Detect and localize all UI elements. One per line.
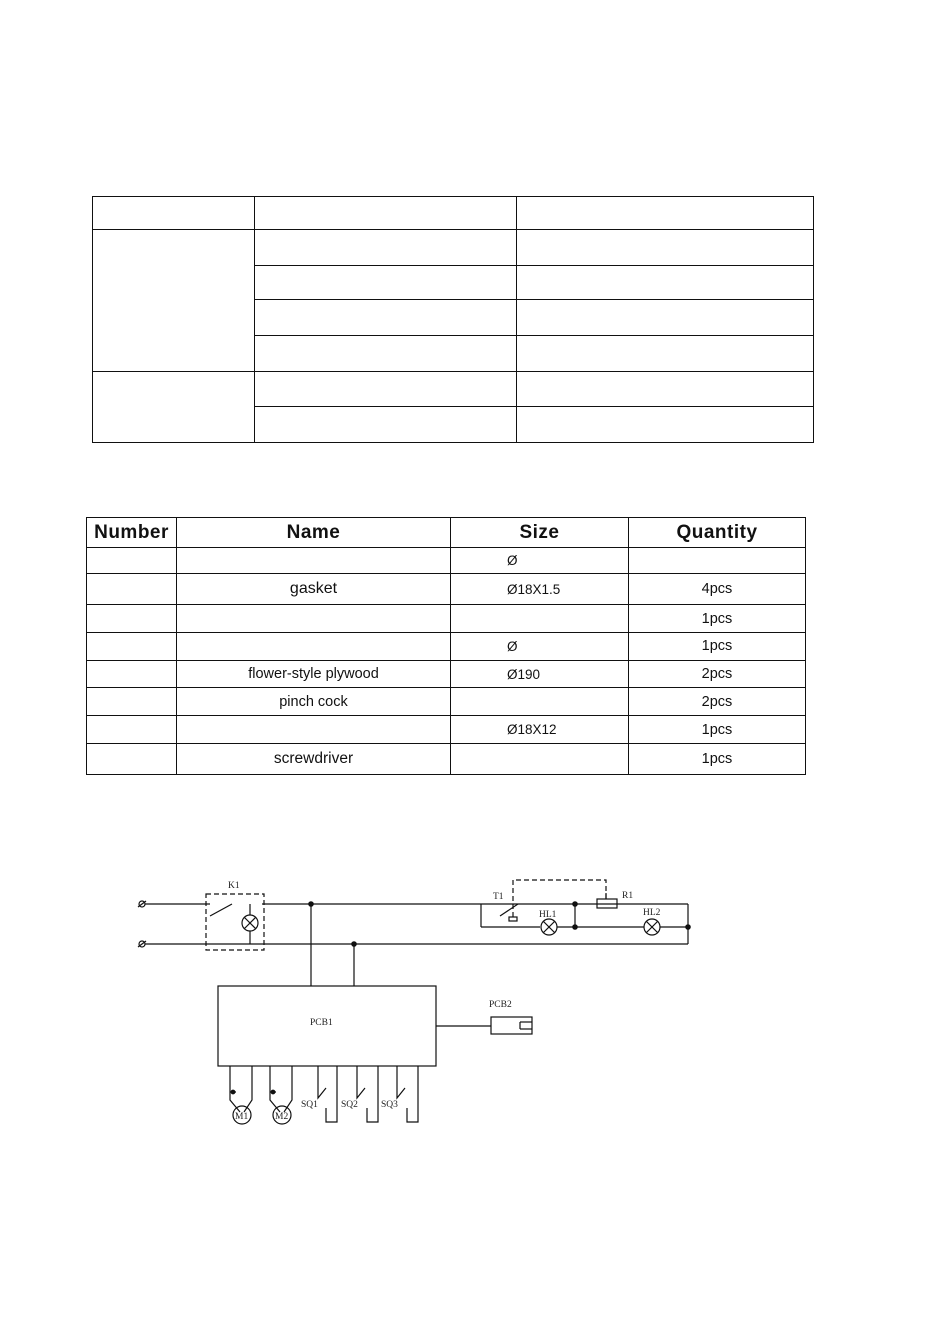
cell-number xyxy=(87,688,177,716)
spec-table-row xyxy=(93,371,814,406)
table-row xyxy=(87,605,806,633)
cell-size: Ø18X1.5 xyxy=(451,574,629,605)
spec-table-group-cell xyxy=(93,230,255,372)
table-row xyxy=(87,743,806,774)
table-row xyxy=(87,688,806,716)
cell-size xyxy=(451,688,629,716)
label-k1: K1 xyxy=(228,881,240,891)
spec-table-row xyxy=(93,230,814,266)
hl1-lamp xyxy=(541,902,644,935)
spec-table-cell xyxy=(517,230,814,266)
label-sq2: SQ2 xyxy=(341,1100,358,1110)
table-row xyxy=(87,548,806,574)
cell-number xyxy=(87,743,177,774)
power-terminal-n xyxy=(138,941,146,947)
spec-table-header-row xyxy=(93,197,814,230)
cell-quantity: 4pcs xyxy=(629,574,806,605)
label-pcb1: PCB1 xyxy=(310,1018,333,1028)
spec-table-cell xyxy=(517,197,814,230)
cell-quantity: 1pcs xyxy=(629,632,806,660)
header-number: Number xyxy=(87,518,177,548)
table-row xyxy=(87,716,806,744)
label-hl2: HL2 xyxy=(643,908,661,918)
sq3-switch xyxy=(397,1066,418,1122)
cell-name: gasket xyxy=(177,574,451,605)
spec-table-cell xyxy=(517,406,814,442)
spec-table-cell xyxy=(255,371,517,406)
table-row xyxy=(87,660,806,688)
sq2-switch xyxy=(357,1066,378,1122)
spec-table-cell xyxy=(255,335,517,371)
cell-size: Ø xyxy=(451,632,629,660)
cell-name: flower-style plywood xyxy=(177,660,451,688)
cell-number xyxy=(87,548,177,574)
header-name: Name xyxy=(177,518,451,548)
cell-name xyxy=(177,548,451,574)
label-sq1: SQ1 xyxy=(301,1100,318,1110)
cell-number xyxy=(87,605,177,633)
table-row xyxy=(87,632,806,660)
cell-name: pinch cock xyxy=(177,688,451,716)
spec-table-cell xyxy=(255,230,517,266)
cell-size xyxy=(451,743,629,774)
label-hl1: HL1 xyxy=(539,910,557,920)
label-pcb2: PCB2 xyxy=(489,1000,512,1010)
spec-table-cell xyxy=(517,266,814,300)
cell-number xyxy=(87,716,177,744)
cell-quantity: 1pcs xyxy=(629,716,806,744)
table-row xyxy=(87,574,806,605)
circuit-diagram xyxy=(0,860,936,1150)
cell-number xyxy=(87,632,177,660)
k1-switch xyxy=(206,894,264,950)
sq1-switch xyxy=(318,1066,337,1122)
cell-quantity: 2pcs xyxy=(629,660,806,688)
cell-name xyxy=(177,632,451,660)
parts-table-header-row xyxy=(87,518,806,548)
spec-table-cell xyxy=(93,197,255,230)
r1-resistor xyxy=(597,893,617,908)
cell-name: screwdriver xyxy=(177,743,451,774)
power-terminal-l xyxy=(138,901,146,907)
parts-table xyxy=(86,517,806,775)
pcb2-board xyxy=(436,1017,532,1034)
cell-number xyxy=(87,574,177,605)
spec-table-cell xyxy=(255,300,517,335)
hl2-lamp xyxy=(644,919,690,935)
spec-table-cell xyxy=(255,266,517,300)
spec-table-group-cell xyxy=(93,371,255,442)
cell-number xyxy=(87,660,177,688)
main-wires xyxy=(145,904,688,944)
spec-table-cell xyxy=(517,300,814,335)
cell-quantity: 2pcs xyxy=(629,688,806,716)
label-m2: M2 xyxy=(275,1112,289,1122)
spec-table-cell xyxy=(517,335,814,371)
cell-quantity: 1pcs xyxy=(629,605,806,633)
label-t1: T1 xyxy=(493,892,504,902)
label-sq3: SQ3 xyxy=(381,1100,398,1110)
label-r1: R1 xyxy=(622,891,634,901)
cell-size xyxy=(451,605,629,633)
header-size: Size xyxy=(451,518,629,548)
cell-size: Ø190 xyxy=(451,660,629,688)
cell-name xyxy=(177,716,451,744)
cell-name xyxy=(177,605,451,633)
cell-size: Ø18X12 xyxy=(451,716,629,744)
cell-quantity: 1pcs xyxy=(629,743,806,774)
cell-quantity xyxy=(629,548,806,574)
spec-table-cell xyxy=(255,406,517,442)
header-quantity: Quantity xyxy=(629,518,806,548)
spec-table-cell xyxy=(517,371,814,406)
spec-table-cell xyxy=(255,197,517,230)
spec-table xyxy=(92,196,814,443)
cell-size: Ø xyxy=(451,548,629,574)
label-m1: M1 xyxy=(235,1112,249,1122)
